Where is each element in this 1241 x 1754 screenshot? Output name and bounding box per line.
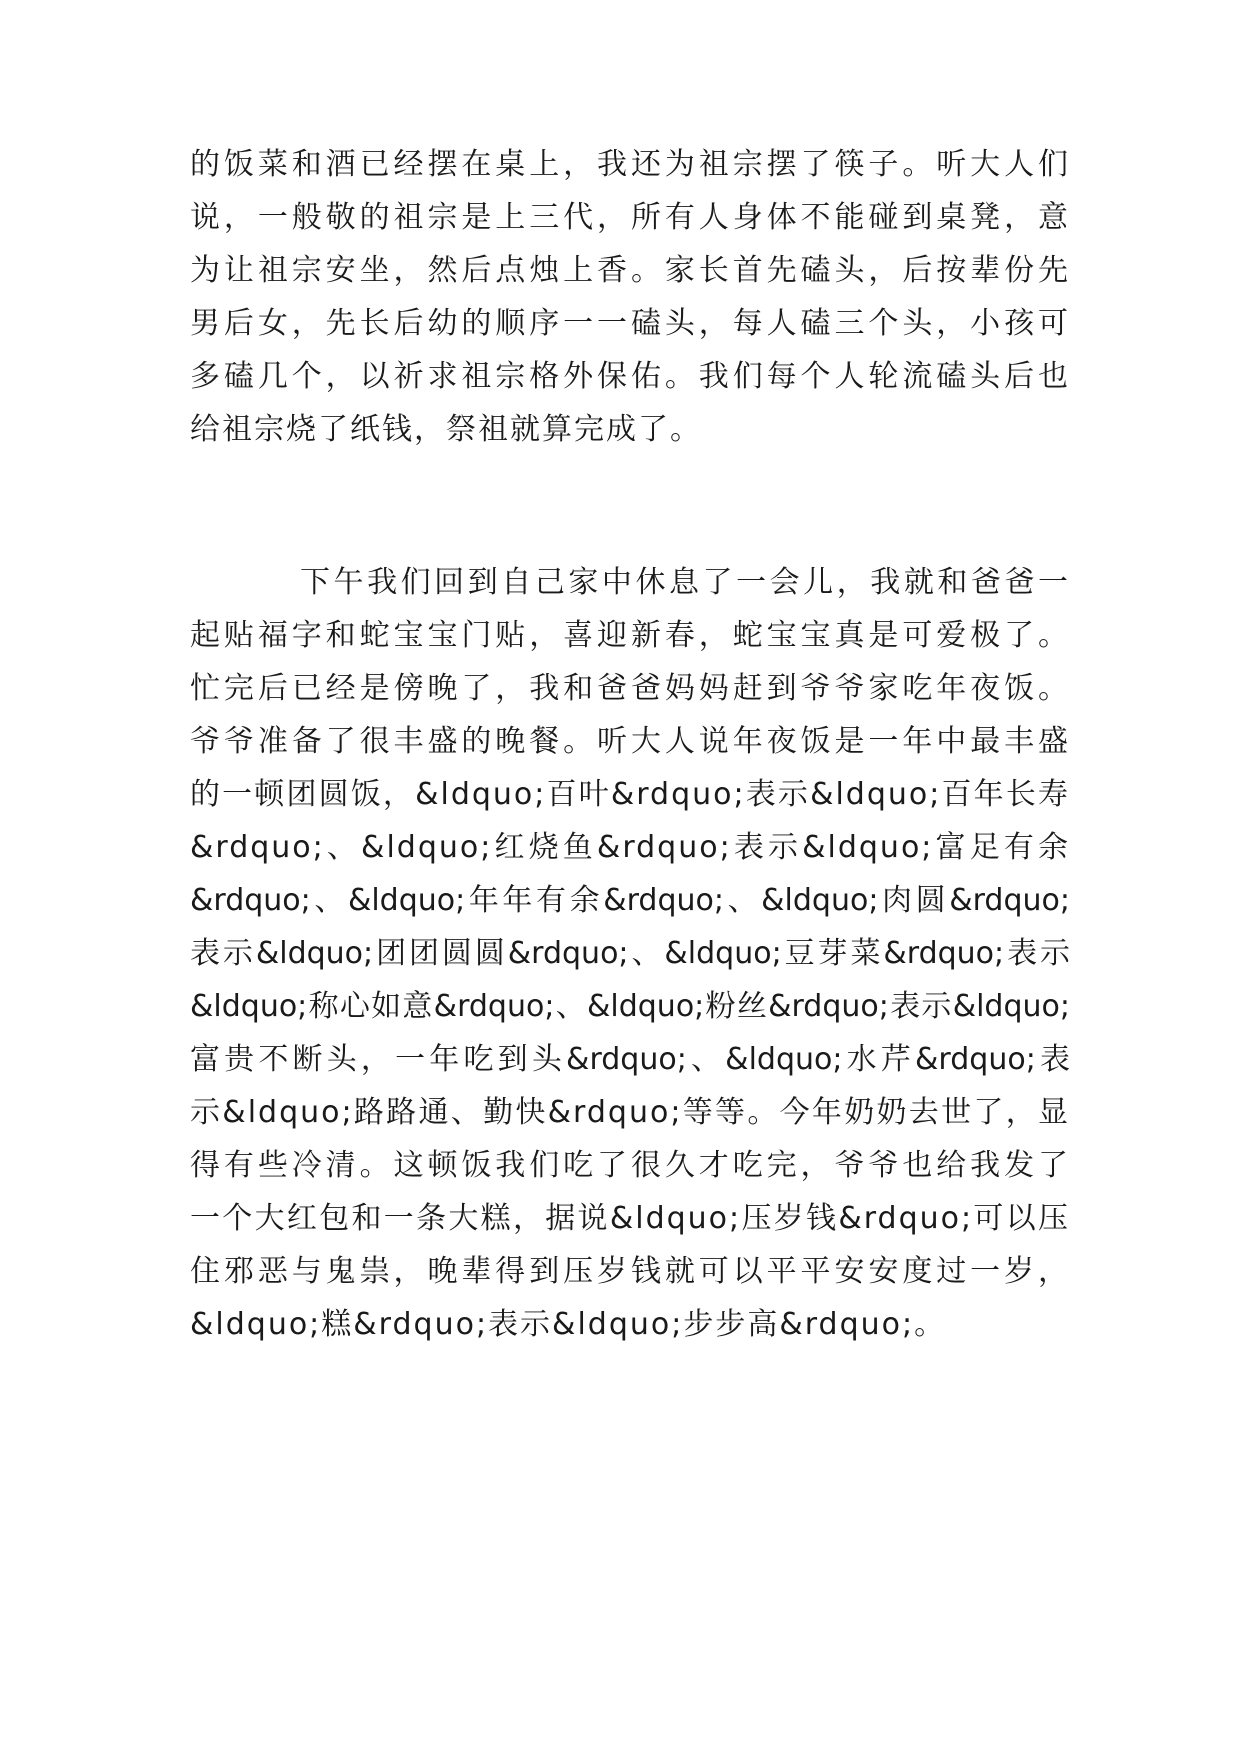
paragraph-1-line-2: 说，一般敬的祖宗是上三代，所有人身体不能碰到桌凳，意	[190, 200, 1070, 235]
paragraph-1-line-1: 的饭菜和酒已经摆在桌上，我还为祖宗摆了筷子。听大人们	[190, 147, 1070, 182]
paragraph-2-line-5: 的一顿团圆饭，&ldquo;百叶&rdquo;表示&ldquo;百年长寿	[190, 777, 1070, 812]
paragraph-2-line-13: 一个大红包和一条大糕，据说&ldquo;压岁钱&rdquo;可以压	[190, 1201, 1070, 1236]
paragraph-2-line-1: 下午我们回到自己家中休息了一会儿，我就和爸爸一	[300, 565, 1070, 600]
document-page	[190, 0, 1070, 1754]
paragraph-2-line-6: &rdquo;、&ldquo;红烧鱼&rdquo;表示&ldquo;富足有余	[190, 830, 1070, 865]
paragraph-2-line-9: &ldquo;称心如意&rdquo;、&ldquo;粉丝&rdquo;表示&ldquo;	[190, 989, 1070, 1024]
paragraph-1-line-3: 为让祖宗安坐，然后点烛上香。家长首先磕头，后按辈份先	[190, 253, 1070, 288]
paragraph-2-line-7: &rdquo;、&ldquo;年年有余&rdquo;、&ldquo;肉圆&rdquo;	[190, 883, 1070, 918]
paragraph-1-line-4: 男后女，先长后幼的顺序一一磕头，每人磕三个头，小孩可	[190, 306, 1070, 341]
paragraph-2-line-14: 住邪恶与鬼祟，晚辈得到压岁钱就可以平平安安度过一岁，	[190, 1254, 1070, 1289]
paragraph-2-line-10: 富贵不断头，一年吃到头&rdquo;、&ldquo;水芹&rdquo;表	[190, 1042, 1070, 1077]
paragraph-1-line-5: 多磕几个，以祈求祖宗格外保佑。我们每个人轮流磕头后也	[190, 359, 1070, 394]
paragraph-2-line-8: 表示&ldquo;团团圆圆&rdquo;、&ldquo;豆芽菜&rdquo;表示	[190, 936, 1070, 971]
paragraph-2-line-2: 起贴福字和蛇宝宝门贴，喜迎新春，蛇宝宝真是可爱极了。	[190, 618, 1070, 653]
paragraph-2-line-4: 爷爷准备了很丰盛的晚餐。听大人说年夜饭是一年中最丰盛	[190, 724, 1070, 759]
paragraph-2-line-3: 忙完后已经是傍晚了，我和爸爸妈妈赶到爷爷家吃年夜饭。	[190, 671, 1070, 706]
paragraph-2-line-15: &ldquo;糕&rdquo;表示&ldquo;步步高&rdquo;。	[190, 1307, 947, 1342]
paragraph-2-line-12: 得有些冷清。这顿饭我们吃了很久才吃完，爷爷也给我发了	[190, 1148, 1070, 1183]
paragraph-1-line-6: 给祖宗烧了纸钱，祭祖就算完成了。	[190, 412, 702, 447]
paragraph-2-line-11: 示&ldquo;路路通、勤快&rdquo;等等。今年奶奶去世了，显	[190, 1095, 1070, 1130]
